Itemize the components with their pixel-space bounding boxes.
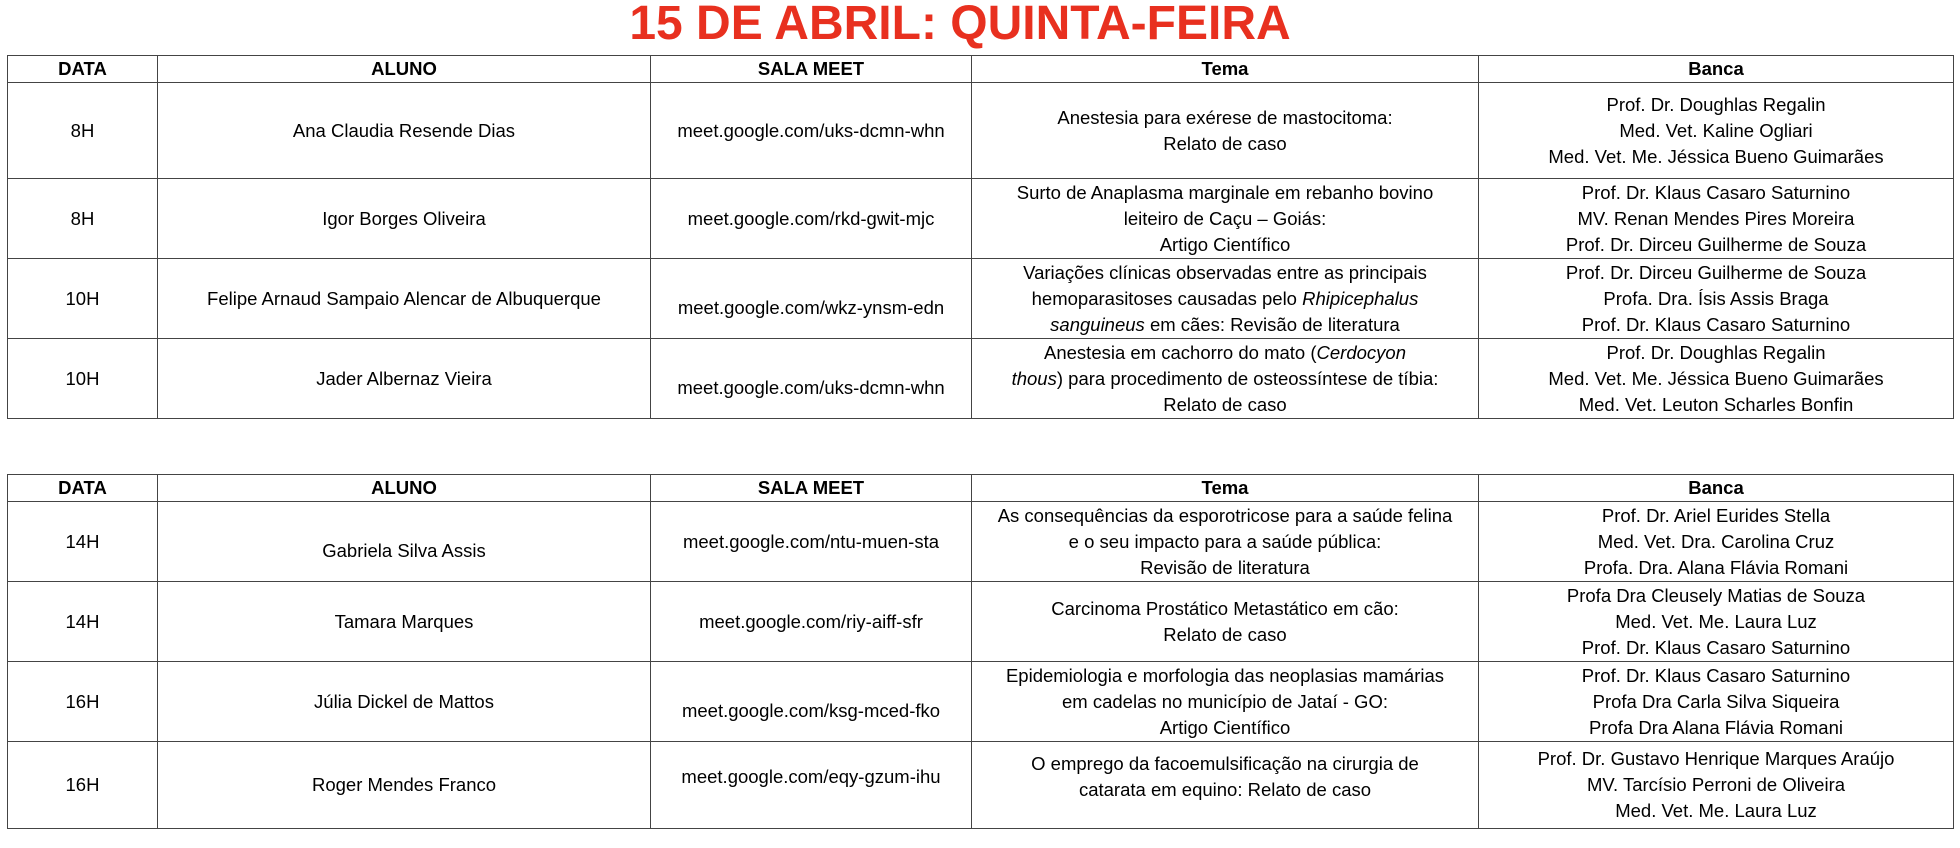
- tema-line: [976, 286, 1474, 312]
- tema-line: em cadelas no município de Jataí - GO:: [1062, 690, 1388, 712]
- tema-line: As consequências da esporotricose para a saúde felina: [997, 504, 1453, 526]
- cell-sala-meet[interactable]: meet.google.com/ntu-muen-sta: [651, 502, 972, 582]
- cell-aluno: Jader Albernaz Vieira: [158, 339, 651, 419]
- cell-data: 16H: [8, 662, 158, 742]
- header-aluno: ALUNO: [158, 56, 651, 83]
- species-name: thous: [1011, 367, 1057, 389]
- banca-member: MV. Renan Mendes Pires Moreira: [1577, 207, 1855, 229]
- tema-line: [976, 312, 1474, 338]
- banca-member: Med. Vet. Kaline Ogliari: [1619, 119, 1813, 141]
- tema-text: hemoparasitoses causadas pelo: [1031, 287, 1303, 309]
- table-row: [8, 582, 1954, 662]
- cell-tema: [972, 339, 1479, 419]
- header-data: DATA: [8, 475, 158, 502]
- cell-aluno: Júlia Dickel de Mattos: [158, 662, 651, 742]
- tema-text: em cães: Revisão de literatura: [1144, 313, 1400, 335]
- cell-data: 8H: [8, 83, 158, 179]
- banca-member: Prof. Dr. Dirceu Guilherme de Souza: [1565, 261, 1867, 283]
- banca-member: Prof. Dr. Klaus Casaro Saturnino: [1581, 181, 1851, 203]
- cell-aluno: Roger Mendes Franco: [158, 742, 651, 829]
- cell-sala-meet[interactable]: meet.google.com/wkz-ynsm-edn: [651, 259, 972, 339]
- table-row: [8, 502, 1954, 582]
- species-name: Rhipicephalus: [1302, 287, 1419, 309]
- banca-member: Prof. Dr. Ariel Eurides Stella: [1601, 504, 1831, 526]
- tema-line: [976, 366, 1474, 392]
- header-banca: Banca: [1479, 56, 1954, 83]
- header-data: DATA: [8, 56, 158, 83]
- afternoon-schedule-table: [7, 474, 1954, 829]
- cell-tema: [972, 582, 1479, 662]
- banca-member: MV. Tarcísio Perroni de Oliveira: [1586, 774, 1846, 795]
- table-row: [8, 83, 1954, 179]
- header-banca: Banca: [1479, 475, 1954, 502]
- cell-data: 14H: [8, 582, 158, 662]
- cell-sala-meet[interactable]: meet.google.com/eqy-gzum-ihu: [651, 742, 972, 829]
- banca-member: Profa. Dra. Alana Flávia Romani: [1583, 556, 1849, 578]
- banca-member: Med. Vet. Me. Laura Luz: [1615, 610, 1817, 632]
- table-row: [8, 179, 1954, 259]
- tema-line: Carcinoma Prostático Metastático em cão:: [1051, 597, 1399, 619]
- tema-line: Epidemiologia e morfologia das neoplasias mamárias: [1005, 664, 1445, 686]
- cell-aluno: Felipe Arnaud Sampaio Alencar de Albuquerque: [158, 259, 651, 339]
- cell-banca: [1479, 83, 1954, 179]
- cell-data: 14H: [8, 502, 158, 582]
- cell-sala-meet[interactable]: meet.google.com/uks-dcmn-whn: [651, 339, 972, 419]
- banca-member: Prof. Dr. Dirceu Guilherme de Souza: [1565, 233, 1867, 255]
- cell-sala-meet[interactable]: meet.google.com/uks-dcmn-whn: [651, 83, 972, 179]
- cell-banca: [1479, 179, 1954, 259]
- morning-schedule-table: [7, 55, 1954, 419]
- table-header-row: [8, 475, 1954, 502]
- tema-line: e o seu impacto para a saúde pública:: [1068, 530, 1382, 552]
- banca-member: Prof. Dr. Doughlas Regalin: [1606, 341, 1826, 363]
- header-sala-meet: SALA MEET: [651, 475, 972, 502]
- header-sala-meet: SALA MEET: [651, 56, 972, 83]
- table-header-row: [8, 56, 1954, 83]
- tema-line: Variações clínicas observadas entre as principais: [1023, 261, 1427, 283]
- tema-line: Revisão de literatura: [1140, 556, 1310, 578]
- tema-line: Artigo Científico: [1159, 233, 1291, 255]
- cell-aluno: Ana Claudia Resende Dias: [158, 83, 651, 179]
- table-row: [8, 742, 1954, 829]
- cell-tema: [972, 83, 1479, 179]
- tema-line: [976, 340, 1474, 366]
- cell-banca: [1479, 582, 1954, 662]
- cell-banca: [1479, 339, 1954, 419]
- table-row: [8, 662, 1954, 742]
- tema-line: Artigo Científico: [1159, 716, 1291, 738]
- cell-tema: [972, 662, 1479, 742]
- cell-sala-meet[interactable]: meet.google.com/ksg-mced-fko: [651, 662, 972, 742]
- cell-banca: [1479, 662, 1954, 742]
- banca-member: Prof. Dr. Doughlas Regalin: [1606, 93, 1826, 115]
- banca-member: Prof. Dr. Gustavo Henrique Marques Araújo: [1537, 748, 1895, 769]
- table-row: [8, 259, 1954, 339]
- banca-member: Med. Vet. Leuton Scharles Bonfin: [1578, 393, 1854, 415]
- banca-member: Med. Vet. Me. Laura Luz: [1615, 800, 1817, 821]
- cell-tema: [972, 179, 1479, 259]
- species-name: Cerdocyon: [1316, 341, 1406, 363]
- cell-data: 16H: [8, 742, 158, 829]
- cell-aluno: Igor Borges Oliveira: [158, 179, 651, 259]
- table-row: [8, 339, 1954, 419]
- tema-line: Anestesia para exérese de mastocitoma:: [1057, 106, 1393, 128]
- banca-member: Med. Vet. Me. Jéssica Bueno Guimarães: [1548, 367, 1884, 389]
- cell-data: 10H: [8, 339, 158, 419]
- banca-member: Profa Dra Alana Flávia Romani: [1589, 716, 1843, 738]
- cell-banca: [1479, 502, 1954, 582]
- tema-text: Anestesia em cachorro do mato (: [1044, 341, 1317, 363]
- cell-banca: [1479, 259, 1954, 339]
- tema-line: Relato de caso: [1163, 393, 1287, 415]
- tema-text: ) para procedimento de osteossíntese de tíbia:: [1056, 367, 1439, 389]
- tema-line: Relato de caso: [1163, 623, 1287, 645]
- tema-line: catarata em equino: Relato de caso: [1078, 779, 1372, 800]
- cell-data: 10H: [8, 259, 158, 339]
- page-title: 15 DE ABRIL: QUINTA-FEIRA: [629, 0, 1291, 50]
- header-tema: Tema: [972, 56, 1479, 83]
- tema-line: leiteiro de Caçu – Goiás:: [1123, 207, 1327, 229]
- banca-member: Med. Vet. Dra. Carolina Cruz: [1597, 530, 1835, 552]
- tema-line: O emprego da facoemulsificação na cirurgia de: [1031, 753, 1419, 774]
- cell-sala-meet[interactable]: meet.google.com/rkd-gwit-mjc: [651, 179, 972, 259]
- banca-member: Prof. Dr. Klaus Casaro Saturnino: [1581, 313, 1851, 335]
- cell-tema: [972, 259, 1479, 339]
- cell-aluno: Tamara Marques: [158, 582, 651, 662]
- header-aluno: ALUNO: [158, 475, 651, 502]
- banca-member: Profa Dra Cleusely Matias de Souza: [1566, 584, 1866, 606]
- cell-sala-meet[interactable]: meet.google.com/riy-aiff-sfr: [651, 582, 972, 662]
- tema-line: Relato de caso: [1163, 132, 1287, 154]
- cell-aluno: Gabriela Silva Assis: [158, 502, 651, 582]
- banca-member: Prof. Dr. Klaus Casaro Saturnino: [1581, 636, 1851, 658]
- header-tema: Tema: [972, 475, 1479, 502]
- cell-data: 8H: [8, 179, 158, 259]
- cell-tema: [972, 742, 1479, 829]
- cell-tema: [972, 502, 1479, 582]
- tema-line: Surto de Anaplasma marginale em rebanho bovino: [1016, 181, 1434, 203]
- banca-member: Profa Dra Carla Silva Siqueira: [1592, 690, 1840, 712]
- banca-member: Med. Vet. Me. Jéssica Bueno Guimarães: [1548, 145, 1884, 167]
- banca-member: Profa. Dra. Ísis Assis Braga: [1603, 287, 1829, 309]
- species-name: sanguineus: [1050, 313, 1145, 335]
- banca-member: Prof. Dr. Klaus Casaro Saturnino: [1581, 664, 1851, 686]
- cell-banca: [1479, 742, 1954, 829]
